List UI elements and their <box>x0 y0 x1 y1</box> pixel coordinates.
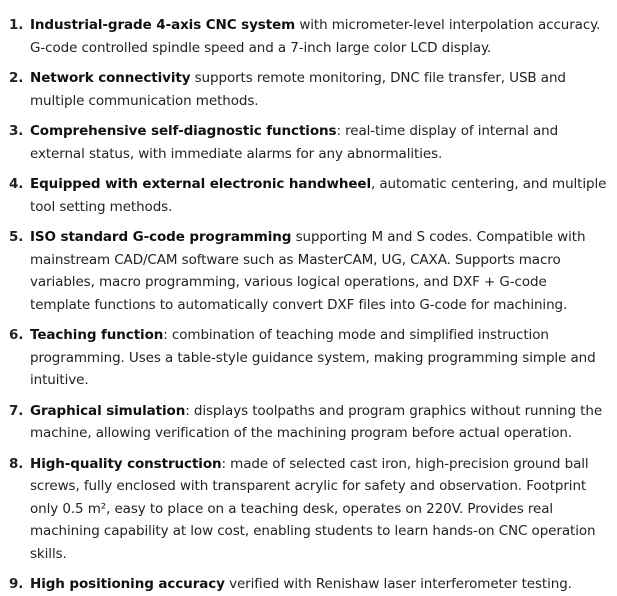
item-number: 3. <box>9 123 24 139</box>
item-number: 5. <box>9 229 24 245</box>
item-title: ISO standard G-code programming <box>30 229 292 245</box>
item-text: : made of selected cast iron, high-precision ground ball screws, fully enclosed with transparent acrylic for safety and observation. Footprint only 0.5 m², easy to place on a teaching desk, operates on 220V. Provides real machining capability at low cost, enabling students to learn hands-on CNC operation skills. <box>30 455 596 562</box>
list-item <box>0 173 607 218</box>
item-title: Industrial-grade 4-axis CNC system <box>30 17 296 33</box>
list-item <box>0 14 607 59</box>
item-title: Equipped with external electronic handwheel <box>30 176 371 192</box>
item-number: 8. <box>9 455 24 472</box>
item-title: Network connectivity <box>30 70 191 86</box>
item-text: : displays toolpaths and program graphics without running the machine, allowing verification of the machining program before actual operation. <box>30 402 603 441</box>
item-number: 7. <box>9 402 24 419</box>
list-item <box>0 226 607 316</box>
item-number: 2. <box>9 70 24 86</box>
list-item <box>0 67 607 112</box>
item-text: , automatic centering, and multiple tool setting methods. <box>30 176 607 215</box>
item-text: : combination of teaching mode and simplified instruction programming. Uses a table-style guidance system, making programming simple and intuitive. <box>30 327 596 388</box>
item-text: supports remote monitoring, DNC file transfer, USB and multiple communication methods. <box>30 70 566 109</box>
list-item <box>0 573 607 596</box>
list-item <box>0 324 607 392</box>
item-number: 4. <box>9 176 24 192</box>
list-item <box>0 453 607 566</box>
item-number: 9. <box>9 576 24 592</box>
item-title: Comprehensive self-diagnostic functions <box>30 123 337 139</box>
item-title: High-quality construction <box>30 455 222 472</box>
item-text: supporting M and S codes. Compatible with mainstream CAD/CAM software such as MasterCAM, UG, CAXA. Supports macro variables, macro programming, various logical operations, and DXF + G-code template functions to automatically convert DXF files into G-code for machining. <box>30 229 586 313</box>
item-title: Graphical simulation <box>30 402 186 419</box>
item-title: High positioning accuracy <box>30 576 225 592</box>
list-item <box>0 400 607 445</box>
list-item <box>0 120 607 165</box>
item-number: 6. <box>9 327 24 343</box>
item-number: 1. <box>9 17 24 33</box>
item-title: Teaching function <box>30 327 164 343</box>
item-text: : real-time display of internal and external status, with immediate alarms for any abnormalities. <box>30 123 559 162</box>
item-text: with micrometer-level interpolation accuracy. G-code controlled spindle speed and a 7-inch large color LCD display. <box>30 17 601 56</box>
item-text: verified with Renishaw laser interferometer testing. <box>224 576 572 592</box>
